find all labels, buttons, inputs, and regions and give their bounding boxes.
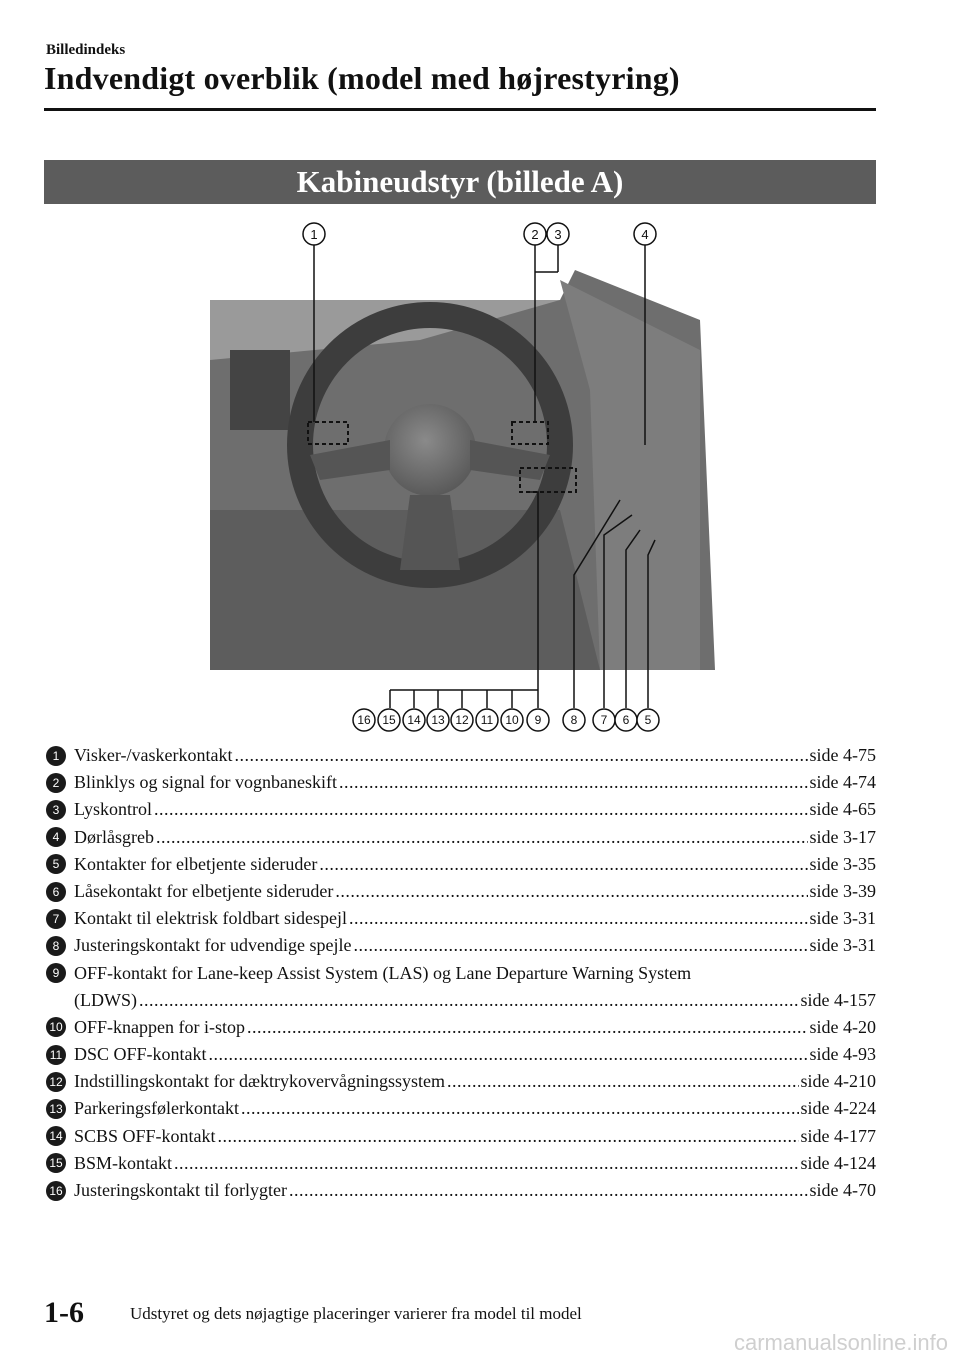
legend-label: Justeringskontakt til forlygter bbox=[74, 1180, 287, 1200]
legend-number: 16 bbox=[46, 1181, 66, 1201]
legend-label: OFF-kontakt for Lane-keep Assist System (LAS) og Lane Departure Warning System bbox=[74, 962, 692, 983]
callout-5-icon bbox=[637, 709, 659, 731]
callout-2-icon bbox=[524, 223, 546, 245]
page-reference: side 4-20 bbox=[809, 1016, 876, 1037]
legend-item-6 bbox=[46, 878, 876, 905]
svg-text:14: 14 bbox=[407, 713, 421, 727]
legend-label: (LDWS) bbox=[74, 989, 137, 1010]
callout-8-icon bbox=[563, 709, 585, 731]
legend-number: 8 bbox=[46, 936, 66, 956]
legend-number: 5 bbox=[46, 854, 66, 874]
page-number: 1-6 bbox=[44, 1296, 84, 1329]
svg-text:11: 11 bbox=[480, 713, 494, 727]
legend-number: 15 bbox=[46, 1153, 66, 1173]
svg-text:2: 2 bbox=[531, 227, 539, 242]
legend-item-12 bbox=[46, 1068, 876, 1095]
legend-label: SCBS OFF-kontakt bbox=[74, 1125, 216, 1146]
legend-item-8 bbox=[46, 932, 876, 959]
callout-4-icon bbox=[634, 223, 656, 245]
svg-text:12: 12 bbox=[455, 713, 469, 727]
legend-label: Parkeringsfølerkontakt bbox=[74, 1098, 239, 1119]
svg-text:4: 4 bbox=[641, 227, 649, 242]
legend-label: Kontakter for elbetjente sideruder bbox=[74, 853, 318, 874]
legend-label: Blinklys og signal for vognbaneskift bbox=[74, 772, 337, 793]
legend-item-11 bbox=[46, 1041, 876, 1068]
section-banner: Kabineudstyr (billede A) bbox=[44, 160, 876, 204]
page-reference: side 4-65 bbox=[809, 799, 876, 820]
callout-6-icon bbox=[615, 709, 637, 731]
legend-item-2 bbox=[46, 769, 876, 796]
svg-text:7: 7 bbox=[600, 713, 608, 727]
legend-number: 12 bbox=[46, 1072, 66, 1092]
callout-12-icon bbox=[451, 709, 473, 731]
legend-number: 4 bbox=[46, 827, 66, 847]
legend-label: Låsekontakt for elbetjente sideruder bbox=[74, 880, 334, 901]
legend-label: OFF-knappen for i-stop bbox=[74, 1016, 245, 1037]
legend-label: Visker-/vaskerkontakt bbox=[74, 745, 233, 765]
legend-number: 3 bbox=[46, 800, 66, 820]
legend-label: BSM-kontakt bbox=[74, 1152, 173, 1173]
legend-label: Indstillingskontakt for dæktrykovervågningssystem bbox=[74, 1071, 445, 1092]
legend-number: 13 bbox=[46, 1099, 66, 1119]
legend-label: Justeringskontakt for udvendige spejle bbox=[74, 935, 352, 956]
page-reference: side 4-210 bbox=[800, 1071, 876, 1092]
page-reference: side 3-17 bbox=[809, 826, 876, 847]
page-reference: side 4-70 bbox=[809, 1180, 876, 1200]
legend-label: Dørlåsgreb bbox=[74, 826, 154, 847]
legend-label: DSC OFF-kontakt bbox=[74, 1044, 207, 1065]
legend-number: 1 bbox=[46, 746, 66, 766]
steering-hub bbox=[384, 404, 476, 496]
legend-number: 14 bbox=[46, 1126, 66, 1146]
legend-item-7 bbox=[46, 905, 876, 932]
section-label: Billedindeks bbox=[46, 42, 126, 58]
callout-11-icon bbox=[476, 709, 498, 731]
legend-number: 9 bbox=[46, 963, 66, 983]
footer-note: Udstyret og dets nøjagtige placeringer varierer fra model til model bbox=[130, 1304, 582, 1323]
page-reference: side 3-31 bbox=[809, 908, 876, 929]
legend-item-5 bbox=[46, 851, 876, 878]
legend-item-14 bbox=[46, 1123, 876, 1150]
page-reference: side 4-157 bbox=[800, 989, 876, 1010]
legend-item-10 bbox=[46, 1014, 876, 1041]
page-reference: side 4-124 bbox=[800, 1152, 876, 1173]
legend-number: 7 bbox=[46, 909, 66, 929]
svg-text:6: 6 bbox=[622, 713, 630, 727]
legend-item-13 bbox=[46, 1095, 876, 1122]
page-reference: side 3-39 bbox=[809, 880, 876, 901]
legend-item-9 bbox=[46, 960, 876, 987]
page-reference: side 3-31 bbox=[809, 935, 876, 956]
callout-7-icon bbox=[593, 709, 615, 731]
legend-item-15 bbox=[46, 1150, 876, 1177]
svg-text:9: 9 bbox=[534, 713, 542, 727]
legend-number: 2 bbox=[46, 773, 66, 793]
callout-10-icon bbox=[501, 709, 523, 731]
page-reference: side 4-224 bbox=[800, 1098, 876, 1119]
legend-label: Lyskontrol bbox=[74, 799, 153, 820]
callout-1-icon bbox=[303, 223, 325, 245]
page-reference: side 4-177 bbox=[800, 1125, 876, 1146]
callout-16-icon bbox=[353, 709, 375, 731]
callout-14-icon bbox=[403, 709, 425, 731]
svg-text:10: 10 bbox=[505, 713, 519, 727]
legend-item-16 bbox=[46, 1177, 876, 1204]
svg-text:5: 5 bbox=[644, 713, 652, 727]
callout-13-icon bbox=[427, 709, 449, 731]
callout-15-icon bbox=[378, 709, 400, 731]
cabin-figure bbox=[0, 210, 960, 740]
legend-list bbox=[46, 742, 876, 1204]
svg-text:8: 8 bbox=[570, 713, 578, 727]
svg-text:15: 15 bbox=[382, 713, 396, 727]
legend-item-1 bbox=[46, 742, 876, 769]
legend-number: 11 bbox=[46, 1045, 66, 1065]
page-title: Indvendigt overblik (model med højrestyring) bbox=[44, 60, 680, 96]
page-reference: side 4-75 bbox=[809, 745, 876, 765]
svg-text:3: 3 bbox=[554, 227, 562, 242]
svg-text:1: 1 bbox=[310, 227, 318, 242]
cabin-illustration bbox=[0, 210, 960, 740]
page-reference: side 4-93 bbox=[809, 1044, 876, 1065]
svg-text:13: 13 bbox=[431, 713, 445, 727]
legend-item-3 bbox=[46, 796, 876, 823]
display bbox=[230, 350, 290, 430]
watermark: carmanualsonline.info bbox=[733, 1330, 948, 1355]
legend-item-4 bbox=[46, 824, 876, 851]
callout-3-icon bbox=[547, 223, 569, 245]
legend-item-9-continued bbox=[46, 987, 876, 1014]
svg-text:16: 16 bbox=[357, 713, 371, 727]
page-reference: side 4-74 bbox=[809, 772, 876, 793]
title-rule bbox=[44, 108, 876, 111]
legend-number: 6 bbox=[46, 882, 66, 902]
legend-label: Kontakt til elektrisk foldbart sidespejl bbox=[74, 908, 347, 929]
callout-9-icon bbox=[527, 709, 549, 731]
page-reference: side 3-35 bbox=[809, 853, 876, 874]
legend-number: 10 bbox=[46, 1017, 66, 1037]
